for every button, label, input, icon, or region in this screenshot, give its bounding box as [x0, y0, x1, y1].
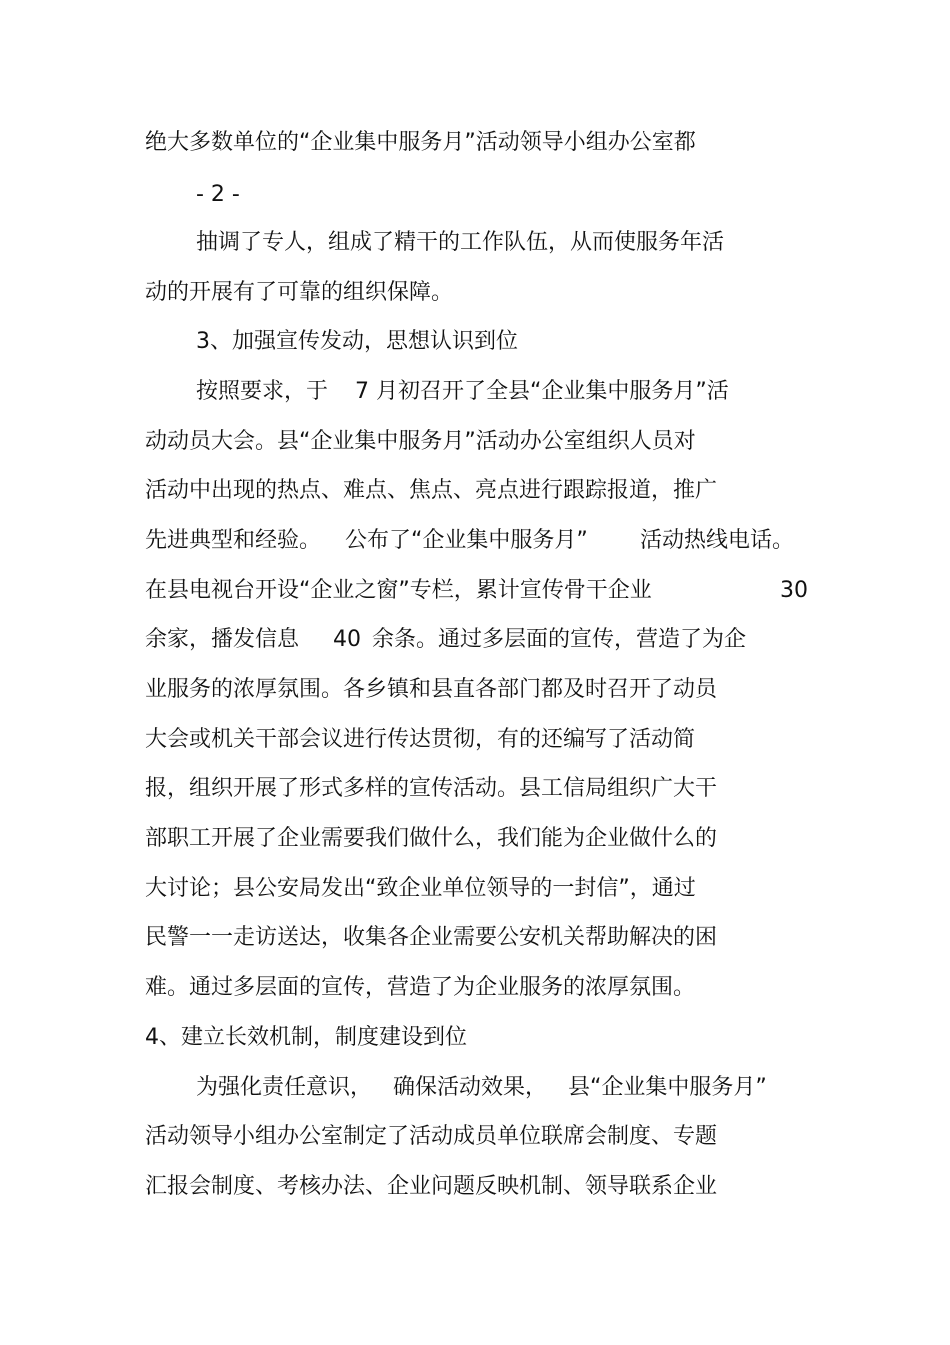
- text-segment: 30: [780, 578, 808, 603]
- text-segment: 为强化责任意识，: [196, 1075, 373, 1100]
- page-number: - 2 -: [196, 182, 240, 207]
- text-line: 报，组织开展了形式多样的宣传活动。县工信局组织广大干: [145, 776, 718, 801]
- section-heading: 4、建立长效机制，制度建设到位: [145, 1025, 467, 1050]
- text-segment: 在县电视台开设“企业之窗”专栏，累计宣传骨干企业: [145, 578, 652, 603]
- text-line: 抽调了专人，组成了精干的工作队伍，从而使服务年活: [196, 230, 725, 255]
- text-line: 部职工开展了企业需要我们做什么，我们能为企业做什么的: [145, 826, 718, 851]
- text-segment: 公布了“企业集中服务月”: [345, 528, 588, 553]
- text-segment: 40: [333, 627, 361, 652]
- text-line: 动的开展有了可靠的组织保障。: [145, 280, 454, 305]
- text-line: 绝大多数单位的“企业集中服务月”活动领导小组办公室都: [145, 130, 696, 155]
- text-segment: 按照要求，于: [196, 379, 329, 404]
- text-line: 民警一一走访送达，收集各企业需要公安机关帮助解决的困: [145, 925, 718, 950]
- text-segment: 余条。通过多层面的宣传，营造了为企: [372, 627, 747, 652]
- text-segment: 7 月初召开了全县“企业集中服务月”活: [355, 379, 729, 404]
- text-line: 动动员大会。县“企业集中服务月”活动办公室组织人员对: [145, 429, 696, 454]
- section-heading: 3、加强宣传发动，思想认识到位: [196, 329, 518, 354]
- text-line: 难。通过多层面的宣传，营造了为企业服务的浓厚氛围。: [145, 975, 696, 1000]
- text-line: 活动中出现的热点、难点、焦点、亮点进行跟踪报道，推广: [145, 478, 718, 503]
- text-segment: 先进典型和经验。: [145, 528, 322, 553]
- text-line: 大讨论；县公安局发出“致企业单位领导的一封信”，通过: [145, 876, 696, 901]
- text-segment: 确保活动效果，: [393, 1075, 548, 1100]
- text-segment: 县“企业集中服务月”: [568, 1075, 767, 1100]
- text-line: 业服务的浓厚氛围。各乡镇和县直各部门都及时召开了动员: [145, 677, 718, 702]
- text-segment: 余家，播发信息: [145, 627, 300, 652]
- text-segment: 活动热线电话。: [640, 528, 795, 553]
- text-line: 汇报会制度、考核办法、企业问题反映机制、领导联系企业: [145, 1174, 718, 1199]
- text-line: 大会或机关干部会议进行传达贯彻，有的还编写了活动简: [145, 727, 696, 752]
- text-line: 活动领导小组办公室制定了活动成员单位联席会制度、专题: [145, 1124, 718, 1149]
